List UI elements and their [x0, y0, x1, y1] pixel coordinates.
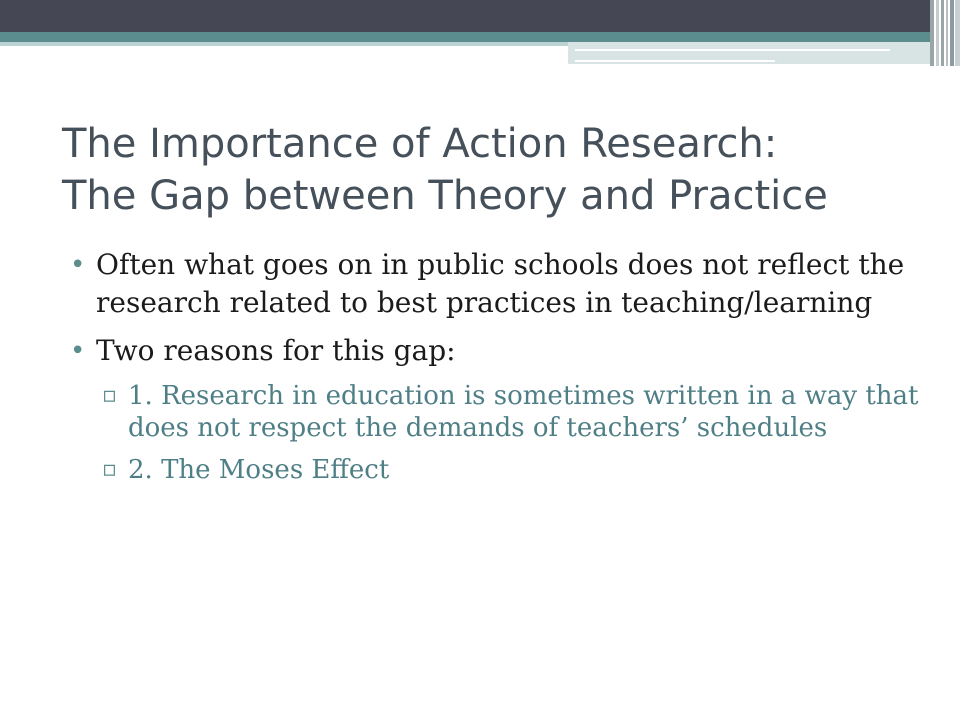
sub-bullet-text: 2. The Moses Effect — [128, 455, 390, 485]
bullet-item — [68, 246, 928, 322]
bullet-marker: • — [70, 250, 86, 280]
header-light-stripe — [0, 42, 568, 46]
decor-vertical-bar — [946, 0, 948, 66]
title-line-2: The Gap between Theory and Practice — [62, 173, 828, 219]
sub-bullet-marker: ▫ — [102, 383, 117, 408]
slide-body — [68, 246, 928, 496]
sub-bullet-item — [102, 454, 928, 486]
bullet-text: Often what goes on in public schools does not reflect the research related to best practices in teaching/learning — [96, 248, 905, 319]
bullet-text: Two reasons for this gap: — [96, 334, 456, 367]
sub-bullet-item — [102, 380, 928, 444]
slide-title — [62, 118, 932, 222]
decor-vertical-bar — [955, 0, 960, 66]
bullet-marker: • — [70, 336, 86, 366]
decor-line — [575, 60, 775, 62]
header-accent-stripe — [0, 32, 930, 42]
decor-vertical-bar — [930, 0, 934, 66]
decor-vertical-bar — [936, 0, 939, 66]
title-line-1: The Importance of Action Research: — [62, 121, 778, 167]
sub-bullet-text: 1. Research in education is sometimes written in a way that does not respect the demands of teachers’ schedules — [128, 381, 919, 443]
sub-bullet-marker: ▫ — [102, 457, 117, 482]
decor-line — [575, 49, 890, 51]
bullet-item — [68, 332, 928, 370]
header-band — [0, 0, 930, 32]
decor-vertical-bar — [950, 0, 954, 66]
decor-vertical-bar — [941, 0, 944, 66]
